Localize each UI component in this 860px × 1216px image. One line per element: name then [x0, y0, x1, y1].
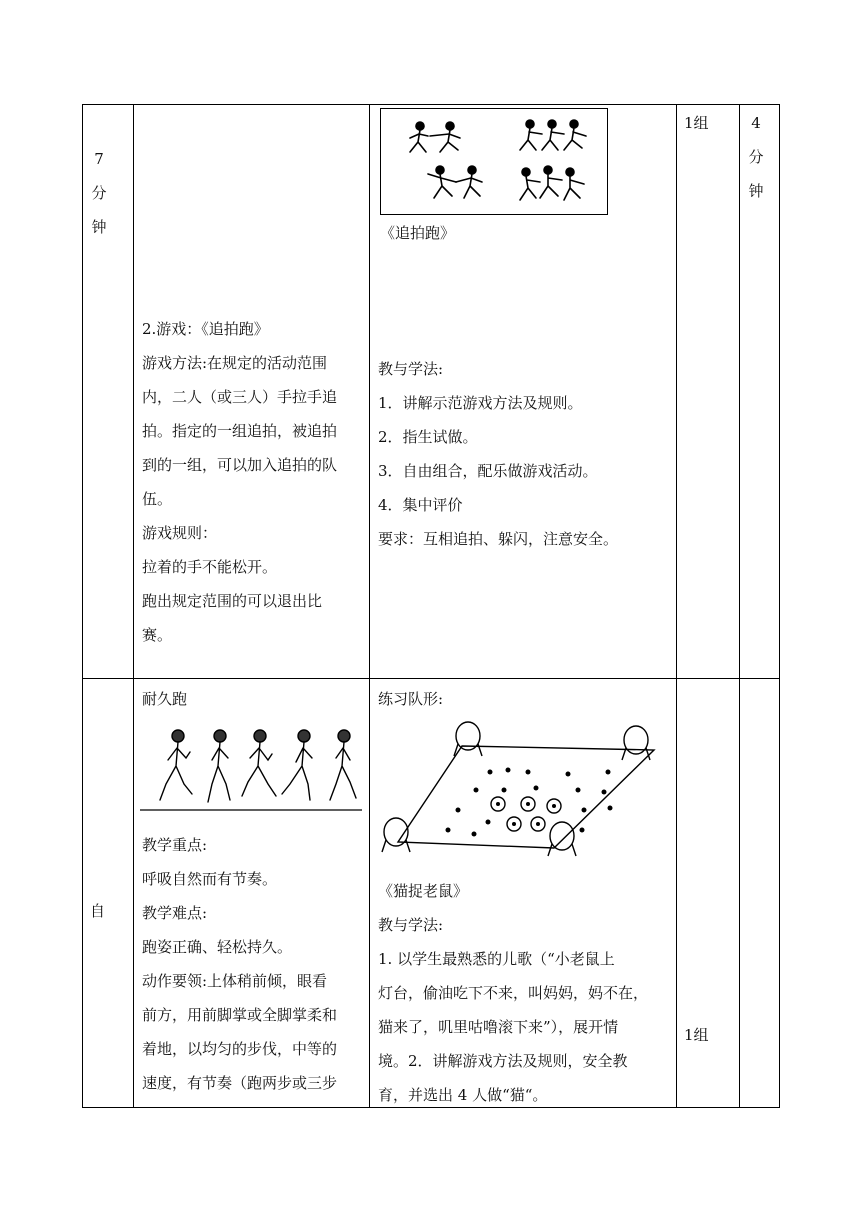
- teach-line: 境。2．讲解游戏方法及规则，安全教: [378, 1052, 628, 1070]
- difficulty-text: 跑姿正确、轻松持久。: [142, 938, 293, 956]
- teach-step: 1．讲解示范游戏方法及规则。: [378, 394, 583, 412]
- rule-line: 拉着的手不能松开。: [142, 558, 278, 576]
- rule-line: 跑出规定范围的可以退出比: [142, 592, 323, 610]
- table-border: [82, 104, 83, 1108]
- table-border: [82, 104, 780, 105]
- figure-caption: 《追拍跑》: [380, 224, 456, 242]
- difficulty-label: 教学难点:: [142, 904, 208, 922]
- game-title: 2.游戏：《追拍跑》: [142, 320, 269, 338]
- teach-line: 猫来了，叽里咕噜滚下来”），展开情: [378, 1018, 619, 1036]
- teach-step: 2．指生试做。: [378, 428, 478, 446]
- row2-time: 自: [90, 902, 106, 920]
- lesson-table: [82, 104, 780, 1108]
- teach-line: 育，并选出 4 人做“猫“。: [378, 1086, 548, 1104]
- method-line: 拍。指定的一组追拍，被追拍: [142, 422, 338, 440]
- time-char: 钟: [91, 218, 107, 236]
- essentials-line: 前方，用前脚掌或全脚掌柔和: [142, 1006, 338, 1024]
- column-divider: [676, 104, 677, 1108]
- teach-label: 教与学法:: [378, 916, 444, 934]
- rule-line: 赛。: [142, 626, 173, 644]
- teach-step: 4．集中评价: [378, 496, 463, 514]
- key-label: 教学重点:: [142, 836, 208, 854]
- cat-mouse-formation-illustration: [378, 720, 668, 866]
- teach-line: 灯台，偷油吃下不来，叫妈妈，妈不在，: [378, 984, 649, 1002]
- table-border: [779, 104, 780, 1108]
- row1-duration: [746, 106, 766, 208]
- column-divider: [133, 104, 134, 1108]
- rule-label: 游戏规则：: [142, 524, 218, 542]
- row2-group: 1组: [684, 1026, 709, 1044]
- duration-char: 分: [748, 148, 764, 166]
- essentials-line: 动作要领:上体稍前倾，眼看: [142, 972, 328, 990]
- row-divider: [82, 678, 780, 679]
- key-text: 呼吸自然而有节奏。: [142, 870, 278, 888]
- method-line: 到的一组，可以加入追拍的队: [142, 456, 338, 474]
- figure-caption: 《猫捉老鼠》: [378, 882, 469, 900]
- teach-label: 教与学法:: [378, 360, 444, 378]
- method-line: 伍。: [142, 490, 173, 508]
- time-char: 7: [94, 150, 104, 168]
- duration-char: 4: [751, 114, 761, 132]
- essentials-line: 着地，以均匀的步伐，中等的: [142, 1040, 338, 1058]
- essentials-line: 速度，有节奏（跑两步或三步: [142, 1074, 338, 1092]
- column-divider: [739, 104, 740, 1108]
- endurance-run-illustration: [140, 722, 362, 814]
- method-line: 游戏方法:在规定的活动范围: [142, 354, 328, 372]
- teach-step: 3．自由组合，配乐做游戏活动。: [378, 462, 598, 480]
- time-char: 分: [91, 184, 107, 202]
- method-line: 内，二人（或三人）手拉手追: [142, 388, 338, 406]
- chase-run-illustration: [380, 108, 608, 216]
- teach-line: 1. 以学生最熟悉的儿歌（“小老鼠上: [378, 950, 615, 968]
- row1-time: [89, 142, 109, 244]
- row1-group: 1组: [684, 114, 709, 132]
- column-divider: [369, 104, 370, 1108]
- requirement: 要求：互相追拍、躲闪，注意安全。: [378, 530, 619, 548]
- section-title: 耐久跑: [142, 690, 188, 708]
- formation-label: 练习队形:: [378, 690, 444, 708]
- duration-char: 钟: [748, 182, 764, 200]
